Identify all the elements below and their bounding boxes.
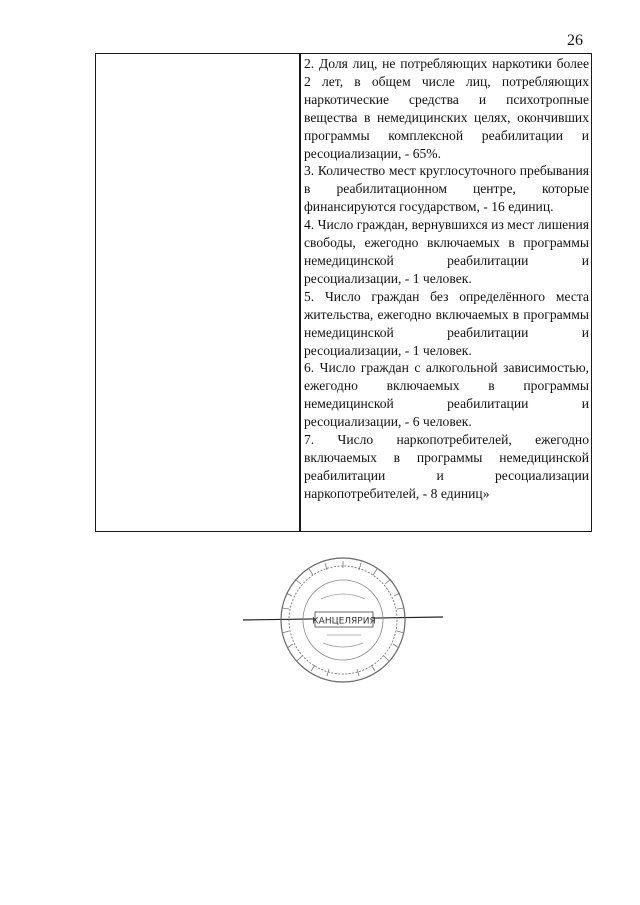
indicator-item-7: 7. Число наркопотребителей, ежегодно включаемых в программы немедицинской реабилитации и ресоциализации наркопотребителей, - 8 единиц» bbox=[304, 432, 589, 501]
table-column-divider bbox=[299, 54, 301, 531]
official-seal-stamp bbox=[243, 555, 443, 695]
indicator-item-6: 6. Число граждан с алкогольной зависимостью, ежегодно включаемых в программы немедицинской реабилитации и ресоциализации, - 6 человек. bbox=[304, 360, 589, 430]
indicator-item-4: 4. Число граждан, вернувшихся из мест лишения свободы, ежегодно включаемых в программы немедицинской реабилитации и ресоциализации, - 1 человек. bbox=[304, 217, 589, 286]
indicator-item-5: 5. Число граждан без определённого места жительства, ежегодно включаемых в программы немедицинской реабилитации и ресоциализации, - 1 человек. bbox=[304, 288, 589, 358]
page-number: 26 bbox=[567, 32, 583, 49]
program-indicators-table bbox=[95, 53, 592, 532]
table-left-cell bbox=[96, 54, 299, 531]
seal-graphic bbox=[243, 555, 443, 695]
indicator-item-3: 3. Количество мест круглосуточного пребывания в реабилитационном центре, которые финансируются государством, - 16 единиц. bbox=[304, 163, 589, 215]
indicator-item-2: 2. Доля лиц, не потребляющих наркотики более 2 лет, в общем числе лиц, потребляющих наркотические средства и психотропные вещества в немедицинских целях, окончивших программы комплексной реабилитации и ресоциализации, - 65%. bbox=[304, 56, 589, 161]
table-right-cell bbox=[304, 55, 589, 503]
seal-center-label: КАНЦЕЛЯРИЯ bbox=[312, 616, 376, 627]
